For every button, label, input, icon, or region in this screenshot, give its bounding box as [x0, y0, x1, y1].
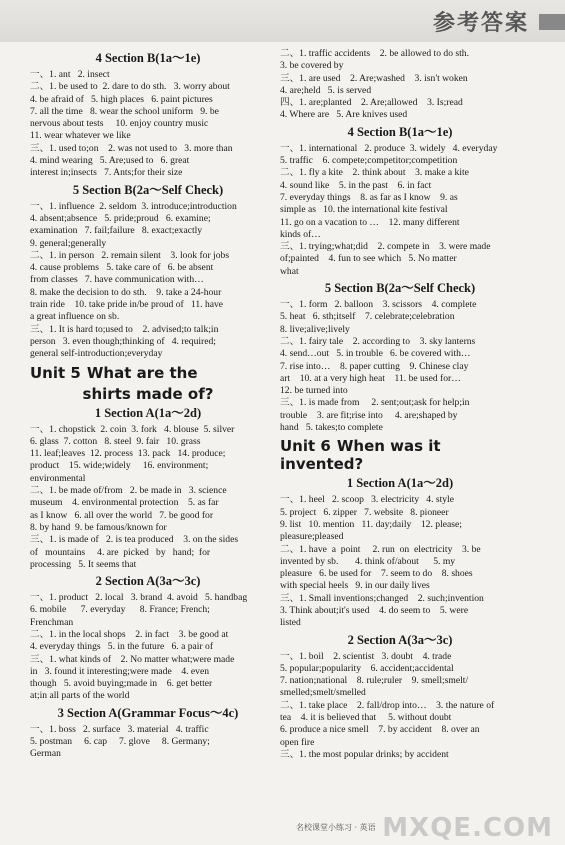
- answer-line: 一、1. boil 2. scientist 3. doubt 4. trade: [280, 650, 452, 662]
- answer-line: pleasure 6. be used for 7. seem to do 8. shoes: [280, 568, 473, 580]
- answer-line: 三、1. is made from 2. sent;out;ask for help;in: [280, 397, 470, 409]
- section-heading: 1 Section A(1a～2d): [346, 476, 454, 491]
- answer-line: from classes 7. have communication with…: [30, 274, 204, 286]
- unit-title: When was it invented?: [280, 437, 441, 474]
- answer-line: 二、1. take place 2. fall/drop into… 3. the nature of: [280, 699, 495, 711]
- unit-heading: [280, 437, 520, 473]
- section-heading: 4 Section B(1a～1e): [347, 124, 453, 139]
- answer-line: 11. leaf;leaves 12. process 13. pack 14. produce;: [30, 448, 226, 460]
- answer-line: hand 5. takes;to complete: [280, 422, 383, 434]
- answer-line: train ride 10. take pride in/be proud of 11. have: [30, 299, 224, 311]
- section-heading: 4 Section B(1a～1e): [95, 51, 201, 65]
- answer-line: 三、1. trying;what;did 2. compete in 3. were made: [280, 241, 491, 253]
- section-heading: 5 Section B(2a～Self Check): [72, 182, 224, 197]
- answer-line: 三、1. used to;on 2. was not used to 3. more than: [30, 142, 233, 154]
- answer-line: 12. be turned into: [280, 385, 348, 397]
- answer-line: 6. produce a nice smell 7. by accident 8. over an: [280, 724, 480, 736]
- answer-line: 4. be afraid of 5. high places 6. paint pictures: [30, 93, 213, 105]
- answer-line: 三、1. is made of 2. is tea produced 3. on the sides: [30, 534, 239, 546]
- answer-line: 9. list 10. mention 11. day;daily 12. please;: [280, 518, 462, 530]
- answer-line: 11. wear whatever we like: [30, 130, 131, 142]
- answer-line: 二、1. fairy tale 2. according to 3. sky lanterns: [280, 335, 476, 347]
- answer-line: Frenchman: [30, 616, 74, 628]
- answer-line: 4. send…out 5. in trouble 6. be covered with…: [280, 348, 471, 360]
- answer-line: 一、1. ant 2. insect: [30, 69, 110, 80]
- answer-line: though 5. avoid buying;made in 6. get better: [30, 678, 213, 690]
- answer-line: 二、1. be made of/from 2. be made in 3. science: [30, 485, 227, 497]
- answer-line: tea 4. it is believed that 5. without doubt: [280, 712, 452, 724]
- answer-line: 7. nation;national 8. rule;ruler 9. smell;smelt/: [280, 675, 469, 687]
- answer-line: product 15. wide;widely 16. environment;: [30, 460, 209, 472]
- answer-line: invented by sb. 4. think of/about 5. my: [280, 555, 456, 567]
- answer-line: 4. cause problems 5. take care of 6. be absent: [30, 262, 214, 274]
- section-heading: 3 Section A(Grammar Focus～4c): [57, 705, 239, 720]
- answer-line: 7. rise into… 8. paper cutting 9. Chinese clay: [280, 360, 469, 372]
- right-column: [280, 48, 520, 761]
- answer-line: 一、1. product 2. local 3. brand 4. avoid 5. handbag: [30, 592, 248, 604]
- answer-line: 4. everyday things 5. in the future 6. a pair of: [30, 641, 214, 653]
- answer-line: smelled;smelt/smelled: [280, 687, 366, 699]
- answer-line: with special heels 9. in our daily lives: [280, 580, 430, 592]
- answer-line: a great influence on sb.: [30, 311, 120, 323]
- answer-line: 5. popular;popularity 6. accident;accidental: [280, 662, 454, 674]
- answer-line: 二、1. traffic accidents 2. be allowed to do sth.: [280, 48, 469, 59]
- answer-line: 二、1. be used to 2. dare to do sth. 3. worry about: [30, 81, 230, 93]
- unit-heading: [30, 364, 266, 382]
- answer-line: person 3. even though;thinking of 4. required;: [30, 335, 216, 347]
- answer-line: 4. absent;absence 5. pride;proud 6. examine;: [30, 212, 211, 224]
- answer-line: 6. glass 7. cotton 8. steel 9. fair 10. grass: [30, 435, 201, 447]
- answer-line: 二、1. in person 2. remain silent 3. look for jobs: [30, 249, 230, 261]
- answer-line: what: [280, 265, 299, 277]
- section-heading: 2 Section A(3a～3c): [347, 632, 453, 647]
- answer-line: 7. everyday things 8. as far as I know 9. as: [280, 191, 458, 203]
- answer-line: 一、1. influence 2. seldom 3. introduce;introduction: [30, 200, 237, 212]
- answer-line: general self-introduction;everyday: [30, 348, 163, 360]
- unit-number: Unit 5: [30, 363, 81, 382]
- answer-line: listed: [280, 617, 301, 629]
- answer-line: 一、1. boss 2. surface 3. material 4. traffic: [30, 723, 209, 735]
- answer-line: 4. Where are 5. Are knives used: [280, 109, 408, 121]
- answer-line: 4. mind wearing 5. Are;used to 6. great: [30, 155, 190, 167]
- answer-line: processing 5. It seems that: [30, 558, 137, 570]
- answer-line: in 3. found it interesting;were made 4. even: [30, 665, 210, 677]
- left-column: [30, 48, 266, 761]
- answer-line: 3. Think about;it's used 4. do seem to 5. were: [280, 604, 469, 616]
- answer-line: 4. sound like 5. in the past 6. in fact: [280, 179, 432, 191]
- answer-line: kinds of…: [280, 228, 321, 240]
- answer-line: examination 7. fail;failure 8. exact;exactly: [30, 225, 203, 237]
- answer-line: 二、1. in the local shops 2. in fact 3. be good at: [30, 628, 229, 640]
- answer-line: 三、1. the most popular drinks; by accident: [280, 748, 449, 760]
- answer-line: 一、1. chopstick 2. coin 3. fork 4. blouse 5. silver: [30, 423, 235, 435]
- answer-line: pleasure;pleased: [280, 531, 344, 543]
- answer-line: 二、1. have a point 2. run on electricity 3. be: [280, 543, 481, 555]
- answer-line: 一、1. form 2. balloon 3. scissors 4. complete: [280, 299, 477, 311]
- answer-line: as I know 6. all over the world 7. be good for: [30, 509, 214, 521]
- answer-line: interest in;insects 7. Ants;for their size: [30, 167, 183, 179]
- answer-line: 8. live;alive;lively: [280, 323, 350, 335]
- answer-line: simple as 10. the international kite festival: [280, 204, 448, 216]
- answer-line: trouble 3. are fit;rise into 4. are;shaped by: [280, 409, 458, 421]
- unit-number: Unit 6: [280, 437, 331, 456]
- section-heading: 2 Section A(3a～3c): [95, 574, 201, 589]
- answer-line: open fire: [280, 736, 315, 748]
- answer-line: 四、1. are;planted 2. Are;allowed 3. Is;read: [280, 97, 463, 109]
- answer-line: 二、1. fly a kite 2. think about 3. make a kite: [280, 167, 469, 179]
- page-footer: 名校课堂小练习 · 英语: [296, 823, 376, 832]
- answer-line: nervous about tests 10. enjoy country music: [30, 118, 209, 130]
- answer-line: of mountains 4. are picked by hand; for: [30, 546, 211, 558]
- answer-line: 一、1. international 2. produce 3. widely 4. everyday: [280, 142, 498, 154]
- answer-line: of;painted 4. fun to see which 5. No matter: [280, 253, 457, 265]
- answer-line: 5. heat 6. sth;itself 7. celebrate;celebration: [280, 311, 455, 323]
- header-decoration: [539, 14, 565, 30]
- unit-title-continued: shirts made of?: [82, 384, 214, 403]
- answer-line: 6. mobile 7. everyday 8. France; French;: [30, 604, 210, 616]
- answer-line: 11. go on a vacation to … 12. many different: [280, 216, 460, 228]
- answer-line: environmental: [30, 472, 86, 484]
- answer-line: 8. by hand 9. be famous/known for: [30, 521, 167, 533]
- unit-title: What are the: [86, 363, 198, 382]
- answer-line: 5. project 6. zipper 7. website 8. pioneer: [280, 506, 449, 518]
- section-heading: 1 Section A(1a～2d): [94, 405, 202, 420]
- answer-line: 4. are;held 5. is served: [280, 84, 372, 96]
- watermark: MXQE.COM: [382, 813, 553, 843]
- answer-line: 5. postman 6. cap 7. glove 8. Germany;: [30, 736, 210, 748]
- section-heading: 5 Section B(2a～Self Check): [324, 281, 476, 296]
- answer-line: 三、1. are used 2. Are;washed 3. isn't woken: [280, 72, 468, 84]
- page-title: 参考答案: [432, 11, 529, 36]
- answer-line: 一、1. heel 2. scoop 3. electricity 4. style: [280, 494, 454, 506]
- header-banner: [0, 0, 565, 42]
- answer-line: 7. all the time 8. wear the school uniform 9. be: [30, 105, 219, 117]
- answer-line: 三、1. what kinds of 2. No matter what;were made: [30, 653, 235, 665]
- answer-line: 三、1. Small inventions;changed 2. such;invention: [280, 592, 484, 604]
- answer-line: at;in all parts of the world: [30, 690, 130, 702]
- answer-line: museum 4. environmental protection 5. as far: [30, 497, 219, 509]
- answer-line: 8. make the decision to do sth. 9. take a 24-hour: [30, 286, 222, 298]
- answer-line: 5. traffic 6. compete;competitor;competition: [280, 155, 458, 167]
- answer-line: 3. be covered by: [280, 60, 344, 72]
- answer-line: art 10. at a very high heat 11. be used for…: [280, 372, 461, 384]
- answer-line: 三、1. It is hard to;used to 2. advised;to talk;in: [30, 323, 219, 335]
- answer-line: 9. general;generally: [30, 237, 107, 249]
- answer-line: German: [30, 748, 61, 760]
